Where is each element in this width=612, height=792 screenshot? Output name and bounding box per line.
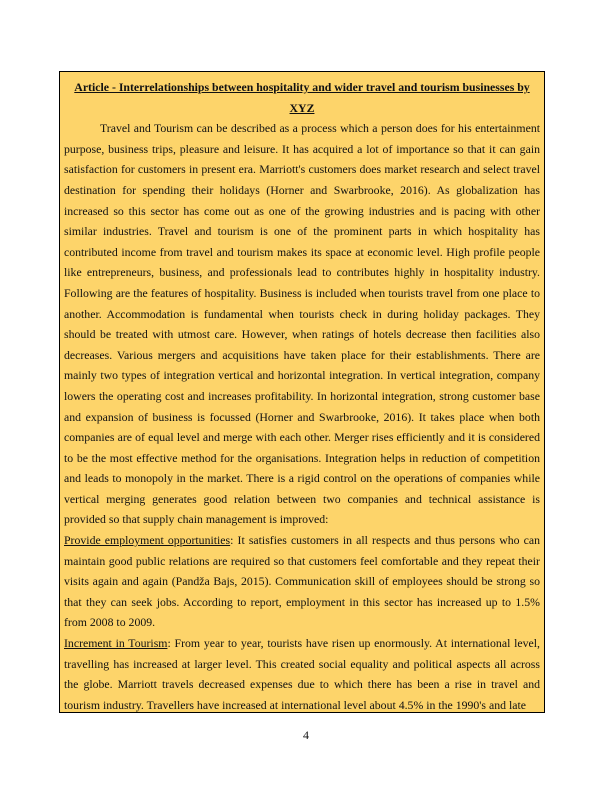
employment-text: : It satisfies customers in all respects and thus persons who can maintain good public relations are required so that customers feel comfortable and they repeat their visits again and again (Pandža Bajs, 2015). Communication skill of employees should be strong so that they can seek jobs. According to report, employment in this sector has increased up to 1.5% from 2008 to 2009. (64, 533, 540, 630)
tourism-text: : From year to year, tourists have risen up enormously. At international level, travelling has increased at larger level. This created social equality and political aspects all across the globe. Marriott travels decreased expenses due to which there has been a rise in travel and tourism industry. Travellers have increased at international level about 4.5% in the 1990's and late (64, 636, 540, 712)
employment-paragraph (64, 530, 540, 633)
intro-paragraph: Travel and Tourism can be described as a process which a person does for his entertainment purpose, business trips, pleasure and leisure. It has acquired a lot of importance so that it can gain satisfaction for customers in present era. Marriott's customers does market research and select travel destination for spending their holidays (Horner and Swarbrooke, 2016). As globalization has increased so this sector has come out as one of the growing industries and is pacing with other similar industries. Travel and tourism is one of the prominent parts in which hospitality has contributed income from travel and tourism makes its space at economic level. High profile people like entrepreneurs, business, and professionals lead to contributes highly in hospitality industry. Following are the features of hospitality. Business is included when tourists travel from one place to another. Accommodation is fundamental when tourists check in during holiday packages. They should be treated with utmost care. However, when ratings of hotels decrease then facilities also decreases. Various mergers and acquisitions have taken place for their establishments. There are mainly two types of integration vertical and horizontal integration. In vertical integration, company lowers the operating cost and increases profitability. In horizontal integration, strong customer base and expansion of business is focussed (Horner and Swarbrooke, 2016). It takes place when both companies are of equal level and merge with each other. Merger rises efficiently and it is considered to be the most effective method for the organisations. Integration helps in reduction of competition and leads to monopoly in the market. There is a rigid control on the operations of companies while vertical merging generates good relation between two companies and technical assistance is provided so that supply chain management is improved: (64, 121, 540, 527)
tourism-paragraph (64, 633, 540, 713)
employment-heading: Provide employment opportunities (64, 533, 231, 548)
article-title: Article - Interrelationships between hospitality and wider travel and tourism businesses by XYZ (74, 80, 530, 115)
article-box (59, 71, 545, 713)
page-number: 4 (303, 728, 309, 742)
tourism-heading: Increment in Tourism (64, 636, 168, 651)
